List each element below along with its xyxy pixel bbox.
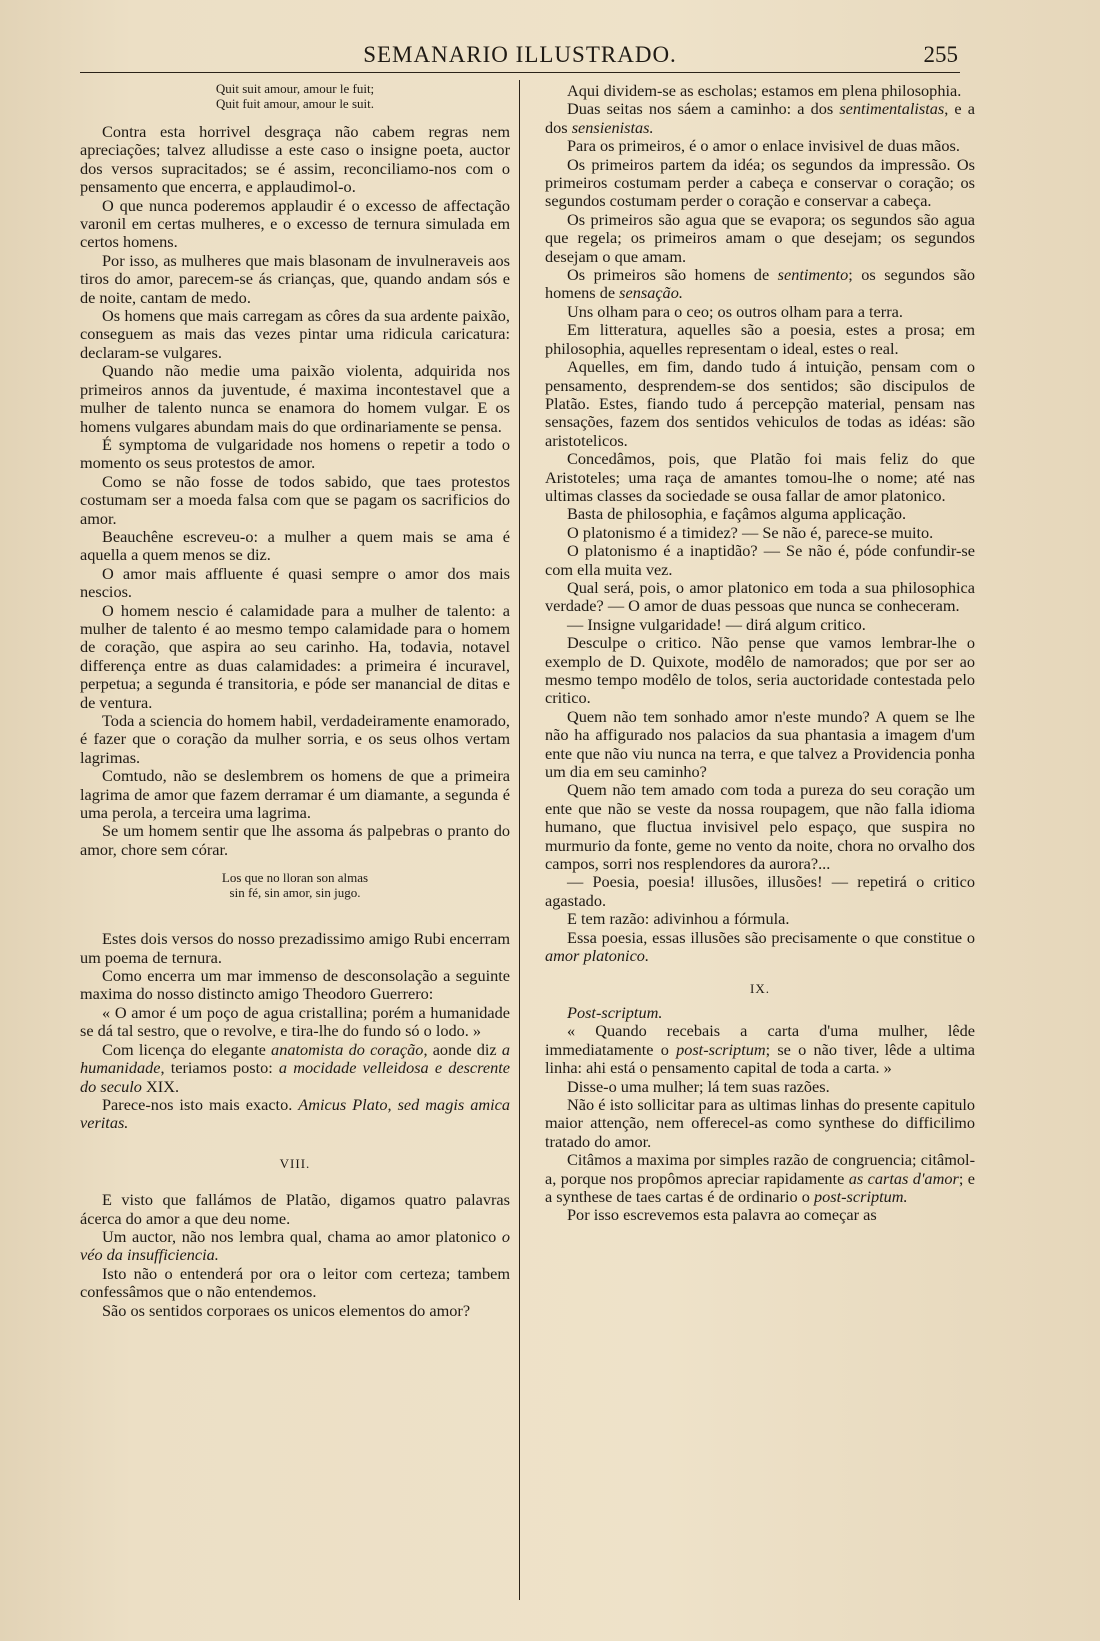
italic-run: sentimentalistas <box>839 99 945 119</box>
paragraph: Quem não tem sonhado amor n'este mundo? A quem se lhe não ha affigurado nos palacios da sua phantasia a imagem d'um ente que não viu nunca na terra, e que talvez a Providencia ponha um dia em seu caminho? <box>545 706 975 782</box>
text-run: Parece-nos isto mais exacto. <box>102 1094 299 1114</box>
text-run: , aonde diz <box>423 1039 502 1059</box>
section-number: IX. <box>750 980 770 996</box>
paragraph: Aquelles, em fim, dando tudo á intuição, pensam com o pensamento, desprendem-se dos sentidos; são discipulos de Platão. Estes, fiando tudo á percepção material, pensam nas sensações, fazem dos sentidos vehiculos de todas as idéas: são aristotelicos. <box>545 357 975 450</box>
text-run: Os primeiros são homens de <box>567 265 778 285</box>
text-run: Citâmos a maxima por simples razão de congruencia; citâmol-a, porque nos propômos apreciar rapidamente <box>545 1150 975 1188</box>
text-run: , e a dos <box>545 99 975 137</box>
italic-run: sensação. <box>619 283 683 303</box>
paragraph: Toda a sciencia do homem habil, verdadeiramente enamorado, é fazer que o coração da mulher sorria, e os seus olhos vertam lagrimas. <box>80 711 510 767</box>
paragraph: É symptoma de vulgaridade nos homens o repetir a todo o momento os seus protestos de amor. <box>80 434 510 473</box>
paragraph: Por isso escrevemos esta palavra ao começar as <box>567 1205 877 1225</box>
paragraph: Uns olham para o ceo; os outros olham para a terra. <box>567 301 903 321</box>
paragraph-essa <box>545 929 975 966</box>
paragraph: Disse-o uma mulher; lá tem suas razões. <box>567 1076 830 1096</box>
paragraph: Contra esta horrivel desgraça não cabem regras nem apreciações; talvez alludisse a este caso o insigne poeta, auctor dos versos supracitados; se é assim, reconciliamo-nos com o pensamento que encerra, e applaudimol-o. <box>80 122 510 197</box>
page-number: 255 <box>923 42 958 67</box>
paragraph: E visto que fallámos de Platão, digamos quatro palavras ácerca do amor a que deu nome. <box>80 1190 510 1228</box>
paragraph: Não é isto sollicitar para as ultimas linhas do presente capitulo maior attenção, nem offerecel-as como synthese do difficilimo tratado do amor. <box>545 1094 975 1151</box>
paragraph: Qual será, pois, o amor platonico em toda a sua philosophica verdade? — O amor de duas pessoas que nunca se conheceram. <box>545 577 975 616</box>
text-run: ; os segundos são homens de <box>545 265 975 303</box>
section-number: VIII. <box>279 1155 311 1171</box>
italic-run: as cartas d'amor <box>848 1168 959 1188</box>
italic-run: a mocidade velleidosa e descrente do seculo <box>80 1058 511 1096</box>
paragraph: Beauchêne escreveu-o: a mulher a quem mais se ama é aquella a quem menos se diz. <box>80 526 510 565</box>
paragraph: Comtudo, não se deslembrem os homens de que a primeira lagrima de amor que fazem derramar é um diamante, a segunda é uma perola, a terceira uma lagrima. <box>80 766 510 823</box>
paragraph: « O amor é um poço de agua cristallina; porém a humanidade se dá tal sestro, que o revolve, e tira-lhe do fundo só o lodo. » <box>80 1002 510 1041</box>
italic-run: anatomista do coração <box>271 1039 424 1059</box>
paragraph: O homem nescio é calamidade para a mulher de talento: a mulher de talento é ao mesmo tempo calamidade para o homem de coração, que aspira ao seu carinho. Ha, todavia, notavel differença entre as duas calamidades: a primeira é incuravel, perpetua; a segunda é transitoria, e póde ser manancial de ditas e de ventura. <box>80 600 510 712</box>
italic-run: post-scriptum. <box>813 1186 908 1206</box>
text-run: Um auctor, não nos lembra qual, chama ao amor platonico <box>102 1226 502 1246</box>
verse-line: Quit fuit amour, amour le suit. <box>216 95 374 111</box>
section-heading <box>545 1004 975 1022</box>
left-column <box>80 82 510 1320</box>
paragraph: Os homens que mais carregam as côres da sua ardente paixão, conseguem as mais das vezes pintar uma ridicula caricatura: declaram-se vulgares. <box>80 306 510 362</box>
paragraph: Basta de philosophia, e façâmos alguma applicação. <box>567 504 907 524</box>
column-separator <box>519 80 520 1600</box>
paragraph-licenca <box>80 1041 510 1096</box>
paragraph: São os sentidos corporaes os unicos elementos do amor? <box>102 1300 471 1320</box>
italic-run: sensienistas. <box>571 117 654 137</box>
verse-line: Los que no lloran son almas <box>221 870 369 886</box>
text-run: , teriamos posto: <box>160 1058 279 1078</box>
italic-run: Post-scriptum. <box>567 1002 663 1022</box>
text-run: XIX. <box>141 1076 180 1096</box>
text-run: Com licença do elegante <box>102 1039 272 1059</box>
paragraph: Como encerra um mar immenso de desconsolação a seguinte maxima do nosso distincto amigo Theodoro Guerrero: <box>80 966 510 1004</box>
epigraph-verse <box>80 82 510 111</box>
publication-title: SEMANARIO ILLUSTRADO. <box>363 42 677 67</box>
paragraph: Estes dois versos do nosso prezadissimo amigo Rubi encerram um poema de ternura. <box>80 929 510 967</box>
page-header <box>80 42 960 72</box>
paragraph-um-auctor <box>80 1228 510 1265</box>
paragraph: Como se não fosse de todos sabido, que taes protestos costumam ser a moeda falsa com que se pagam os sacrificios do amor. <box>80 471 510 528</box>
text-run: Essa poesia, essas illusões são precisamente o que constitue o <box>567 927 975 947</box>
paragraph-citamos <box>545 1151 975 1206</box>
paragraph: O amor mais affluente é quasi sempre o amor dos mais nescios. <box>80 563 510 602</box>
right-column <box>545 82 975 1225</box>
paragraph: Quem não tem amado com toda a pureza do seu coração um ente que não se veste da nossa roupagem, que não falla idioma humano, que fluctua invisivel pelo espaço, que suspira no murmurio da fonte, geme no vento da noite, chora no orvalho dos campos, sorri nos resplendores da aurora?... <box>545 780 975 874</box>
paragraph: O platonismo é a timidez? — Se não é, parece-se muito. <box>567 522 934 542</box>
paragraph-quando <box>545 1022 975 1077</box>
spanish-verse <box>80 871 510 900</box>
paragraph: Isto não o entenderá por ora o leitor com certeza; tambem confessâmos que o não entendemos. <box>80 1263 510 1302</box>
header-rule <box>80 72 960 73</box>
paragraph: Em litteratura, aquelles são a poesia, estes a prosa; em philosophia, aquelles representam o ideal, estes o real. <box>545 320 975 358</box>
paragraph: Os primeiros partem da idéa; os segundos da impressão. Os primeiros costumam perder a cabeça e conservar o coração; os segundos costumam perder o coração e conservar a cabeça. <box>545 154 975 211</box>
italic-run: Amicus Plato, sed magis amica veritas. <box>80 1094 510 1133</box>
italic-run: post-scriptum <box>676 1039 766 1059</box>
paragraph: Por isso, as mulheres que mais blasonam de invulneraveis aos tiros do amor, parecem-se ás crianças, que, quando andam sós e de noite, cantam de medo. <box>80 250 510 307</box>
text-run: Duas seitas nos sáem a caminho: a dos <box>567 99 840 119</box>
text-run: « Quando recebais a carta d'uma mulher, lêde immediatamente o <box>545 1021 975 1059</box>
paragraph: Concedâmos, pois, que Platão foi mais feliz do que Aristoteles; uma raça de amantes tomou-lhe o nome; até nas ultimas classes da sociedade se ousa fallar de amor platonico. <box>545 449 975 505</box>
paragraph-parece <box>80 1096 510 1133</box>
paragraph: — Insigne vulgaridade! — dirá algum critico. <box>567 614 866 634</box>
paragraph: — Poesia, poesia! illusões, illusões! — repetirá o critico agastado. <box>545 872 975 910</box>
paragraph: Aqui dividem-se as escholas; estamos em plena philosophia. <box>567 81 962 100</box>
italic-run: amor platonico. <box>545 946 650 966</box>
paragraph-duas <box>545 100 975 137</box>
paragraph: Os primeiros são agua que se evapora; os segundos são agua que regela; os primeiros amam o que desejam; os segundos desejam o que amam. <box>545 209 975 266</box>
italic-run: a humanidade <box>80 1039 510 1078</box>
text-run: ; e a synthese de taes cartas é de ordinario o <box>545 1168 975 1206</box>
verse-line: Quit suit amour, amour le fuit; <box>215 81 375 96</box>
verse-line: sin fé, sin amor, sin jugo. <box>229 884 361 900</box>
paragraph: Quando não medie uma paixão violenta, adquirida nos primeiros annos da juventude, é maxima incontestavel que a mulher de talento nunca se enamora do homem vulgar. E os homens vulgares abundam mais do que ordinariamente se pensa. <box>80 361 510 436</box>
paragraph-homens <box>545 266 975 303</box>
paragraph: Desculpe o critico. Não pense que vamos lembrar-lhe o exemplo de D. Quixote, modêlo de namorados; que por ser ao mesmo tempo modêlo de tolos, seria auctoridade contestada pelo critico. <box>545 633 975 708</box>
italic-run: sentimento <box>777 265 849 285</box>
paragraph: O platonismo é a inaptidão? — Se não é, póde confundir-se com ella muita vez. <box>545 541 975 579</box>
paragraph: Se um homem sentir que lhe assoma ás palpebras o pranto do amor, chore sem córar. <box>80 821 510 859</box>
paragraph: O que nunca poderemos applaudir é o excesso de affectação varonil em certas mulheres, e o excesso de ternura simulada em certos homens. <box>80 195 510 252</box>
italic-run: o véo da insufficiencia. <box>80 1226 510 1265</box>
text-run: ; se o não tiver, lêde a ultima linha: ahi está o pensamento capital de toda a carta. » <box>545 1039 975 1078</box>
paragraph: Para os primeiros, é o amor o enlace invisivel de duas mãos. <box>567 136 960 156</box>
paragraph: E tem razão: adivinhou a fórmula. <box>567 909 790 929</box>
